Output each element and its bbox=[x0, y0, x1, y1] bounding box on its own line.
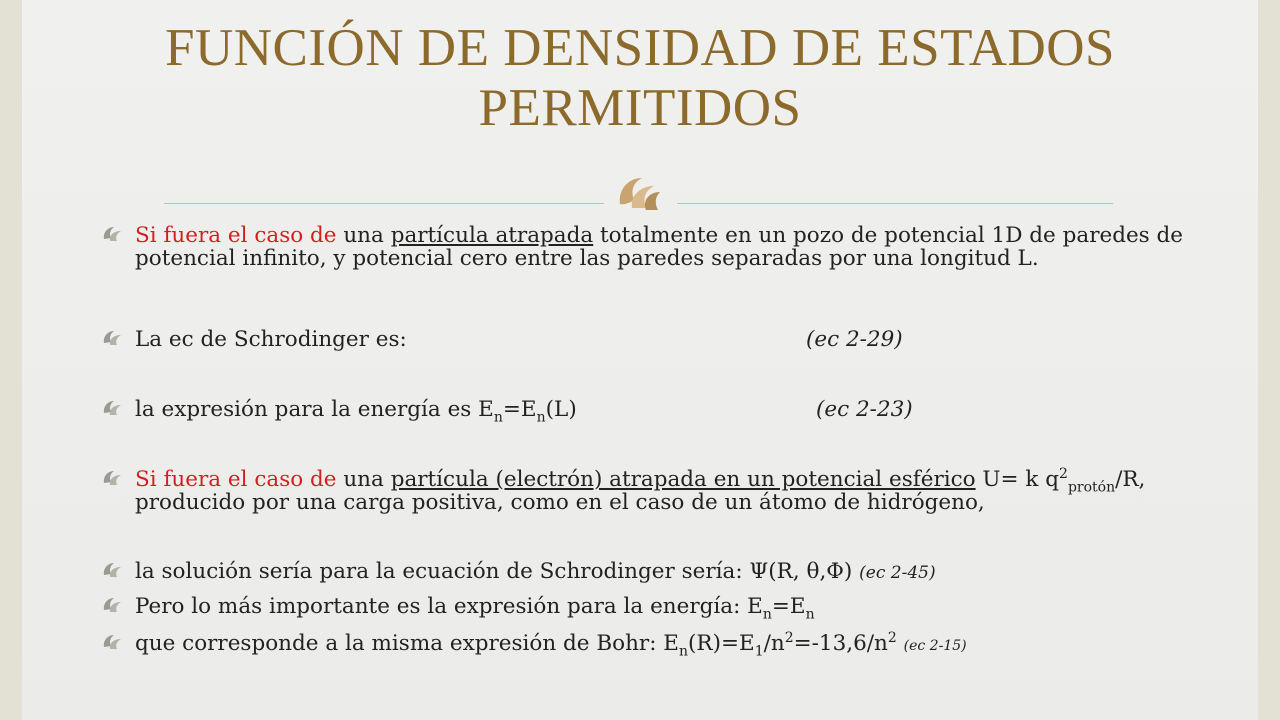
equation-ref: (ec 2-45) bbox=[859, 563, 936, 583]
subscript: n bbox=[805, 606, 815, 623]
text-run: Pero lo más importante es la expresión para la energía: E bbox=[135, 594, 763, 619]
text-run: La ec de Schrodinger es: bbox=[135, 327, 407, 352]
ornament-bullet-icon bbox=[102, 595, 126, 615]
underlined-text: partícula (electrón) atrapada en un potencial esférico bbox=[390, 467, 976, 492]
list-item bbox=[102, 328, 1192, 351]
text-run: totalmente en un pozo de potencial 1D de paredes de potencial infinito, y potencial cero entre las paredes separadas por una longitud L. bbox=[135, 223, 1184, 271]
equation-ref: (ec 2-23) bbox=[816, 397, 913, 422]
text-run: =-13,6/n bbox=[793, 631, 888, 656]
divider-left bbox=[164, 203, 604, 204]
ornament-bullet-icon bbox=[102, 328, 126, 348]
divider-right bbox=[677, 203, 1113, 204]
subscript: protón bbox=[1067, 479, 1116, 496]
text-run: /n bbox=[763, 631, 785, 656]
ornament-bullet-icon bbox=[102, 560, 126, 580]
slide-title bbox=[22, 18, 1258, 138]
ornament-bullet-icon bbox=[102, 398, 126, 418]
text-run: que corresponde a la misma expresión de Bohr: E bbox=[135, 631, 679, 656]
list-item bbox=[102, 629, 1192, 660]
text-run: U= k q bbox=[975, 467, 1060, 492]
list-item bbox=[102, 224, 1192, 270]
subscript: 1 bbox=[754, 643, 764, 660]
list-item bbox=[102, 560, 1192, 585]
ornament-bullet-icon bbox=[102, 632, 126, 652]
text-run: /R, producido por una carga positiva, como en el caso de un átomo de hidrógeno, bbox=[135, 467, 1146, 515]
equation-ref: (ec 2-15) bbox=[903, 638, 967, 654]
superscript: 2 bbox=[784, 629, 794, 646]
ornament-bullet-icon bbox=[102, 468, 126, 488]
list-item bbox=[102, 465, 1192, 515]
text-run: la solución sería para la ecuación de Schrodinger sería: Ψ(R, θ,Φ) bbox=[135, 559, 853, 584]
list-item bbox=[102, 594, 1192, 623]
subscript: n bbox=[762, 606, 772, 623]
text-run: una bbox=[336, 467, 391, 492]
text-run: =E bbox=[502, 397, 537, 422]
text-run: (R)=E bbox=[688, 631, 755, 656]
underlined-text: partícula atrapada bbox=[390, 223, 594, 248]
highlight-text: Si fuera el caso de bbox=[135, 223, 337, 248]
list-item bbox=[102, 397, 1192, 426]
text-run: una bbox=[336, 223, 391, 248]
subscript: n bbox=[493, 409, 503, 426]
highlight-text: Si fuera el caso de bbox=[135, 467, 337, 492]
fleuron-ornament-icon bbox=[612, 170, 668, 216]
subscript: n bbox=[536, 409, 546, 426]
superscript: 2 bbox=[887, 629, 897, 646]
equation-ref: (ec 2-29) bbox=[806, 327, 903, 352]
superscript: 2 bbox=[1059, 465, 1068, 482]
text-run: (L) bbox=[545, 397, 577, 422]
title-line-1: FUNCIÓN DE DENSIDAD DE ESTADOS bbox=[164, 19, 1116, 77]
ornament-bullet-icon bbox=[102, 224, 126, 244]
subscript: n bbox=[678, 643, 688, 660]
text-run: la expresión para la energía es E bbox=[135, 397, 494, 422]
slide bbox=[22, 0, 1258, 720]
text-run: =E bbox=[771, 594, 806, 619]
title-line-2: PERMITIDOS bbox=[478, 79, 802, 137]
